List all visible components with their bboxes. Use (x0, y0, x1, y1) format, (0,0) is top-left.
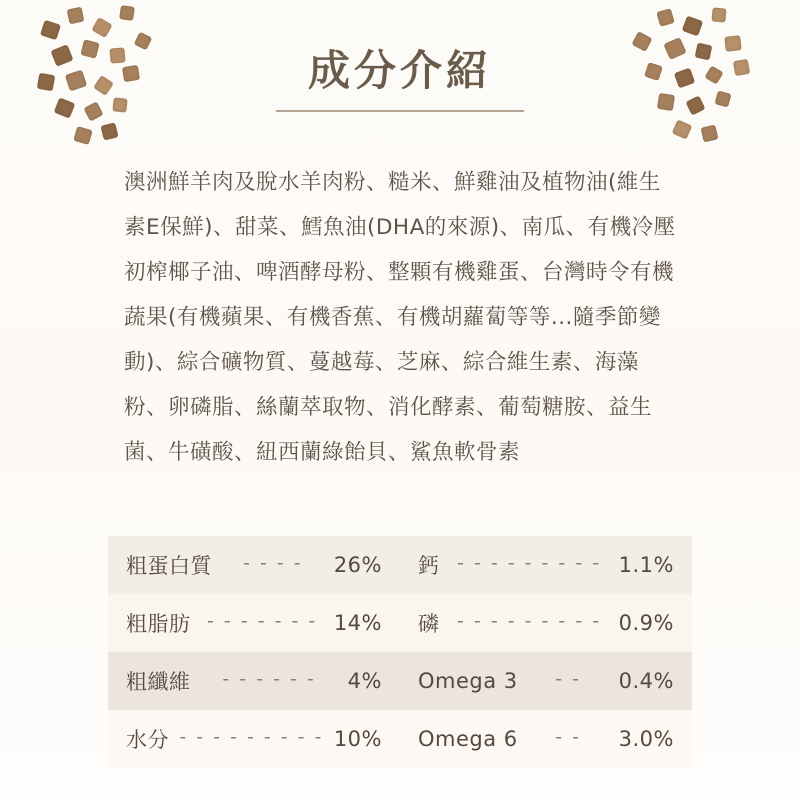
analysis-value: 10% (333, 727, 382, 751)
analysis-label: 鈣 (418, 554, 440, 578)
analysis-cell-crude-fat (108, 594, 400, 652)
analysis-cell-phosphorus (400, 594, 692, 652)
analysis-label: 水分 (126, 728, 169, 752)
analysis-cell-crude-protein (108, 536, 400, 594)
analysis-value: 1.1% (618, 553, 674, 577)
analysis-label: 粗蛋白質 (126, 554, 212, 578)
leader-dots: - - - - - - - - - (457, 552, 602, 574)
table-row (108, 710, 692, 768)
analysis-value: 0.9% (618, 611, 674, 635)
table-row (108, 594, 692, 652)
table-row (108, 652, 692, 710)
page-title-block (0, 48, 800, 112)
analysis-value: 3.0% (618, 727, 674, 751)
analysis-value: 0.4% (618, 669, 674, 693)
analysis-cell-calcium (400, 536, 692, 594)
leader-dots: - - - - - - (222, 668, 316, 690)
analysis-cell-moisture (108, 710, 400, 768)
analysis-value: 4% (347, 669, 382, 693)
leader-dots: - - (555, 726, 582, 748)
title-underline-divider (276, 110, 524, 112)
leader-dots: - - - - - - - - - (179, 726, 324, 748)
leader-dots: - - (555, 668, 582, 690)
analysis-value: 26% (333, 553, 382, 577)
leader-dots: - - - - - - - - - (457, 610, 602, 632)
analysis-cell-omega-6 (400, 710, 692, 768)
analysis-label: 粗脂肪 (126, 612, 191, 636)
page-title: 成分介紹 (307, 46, 492, 95)
table-row (108, 536, 692, 594)
analysis-cell-crude-fiber (108, 652, 400, 710)
analysis-table (108, 536, 692, 768)
analysis-label: 粗纖維 (126, 670, 191, 694)
analysis-label: 磷 (418, 612, 440, 636)
analysis-label: Omega 6 (418, 727, 518, 751)
ingredients-paragraph: 澳洲鮮羊肉及脫水羊肉粉、糙米、鮮雞油及植物油(維生素E保鮮)、甜菜、鱈魚油(DHA的來源)、南瓜、有機冷壓初榨椰子油、啤酒酵母粉、整顆有機雞蛋、台灣時令有機蔬果(有機蘋果、有機香蕉、有機胡蘿蔔等等...隨季節變動)、綜合礦物質、蔓越莓、芝麻、綜合維生素、海藻粉、卵磷脂、絲蘭萃取物、消化酵素、葡萄糖胺、益生菌、牛磺酸、紐西蘭綠飴貝、鯊魚軟骨素 (124, 170, 676, 465)
analysis-value: 14% (333, 611, 382, 635)
analysis-label: Omega 3 (418, 669, 518, 693)
analysis-cell-omega-3 (400, 652, 692, 710)
leader-dots: - - - - - - - (207, 610, 318, 632)
leader-dots: - - - - (243, 552, 303, 574)
